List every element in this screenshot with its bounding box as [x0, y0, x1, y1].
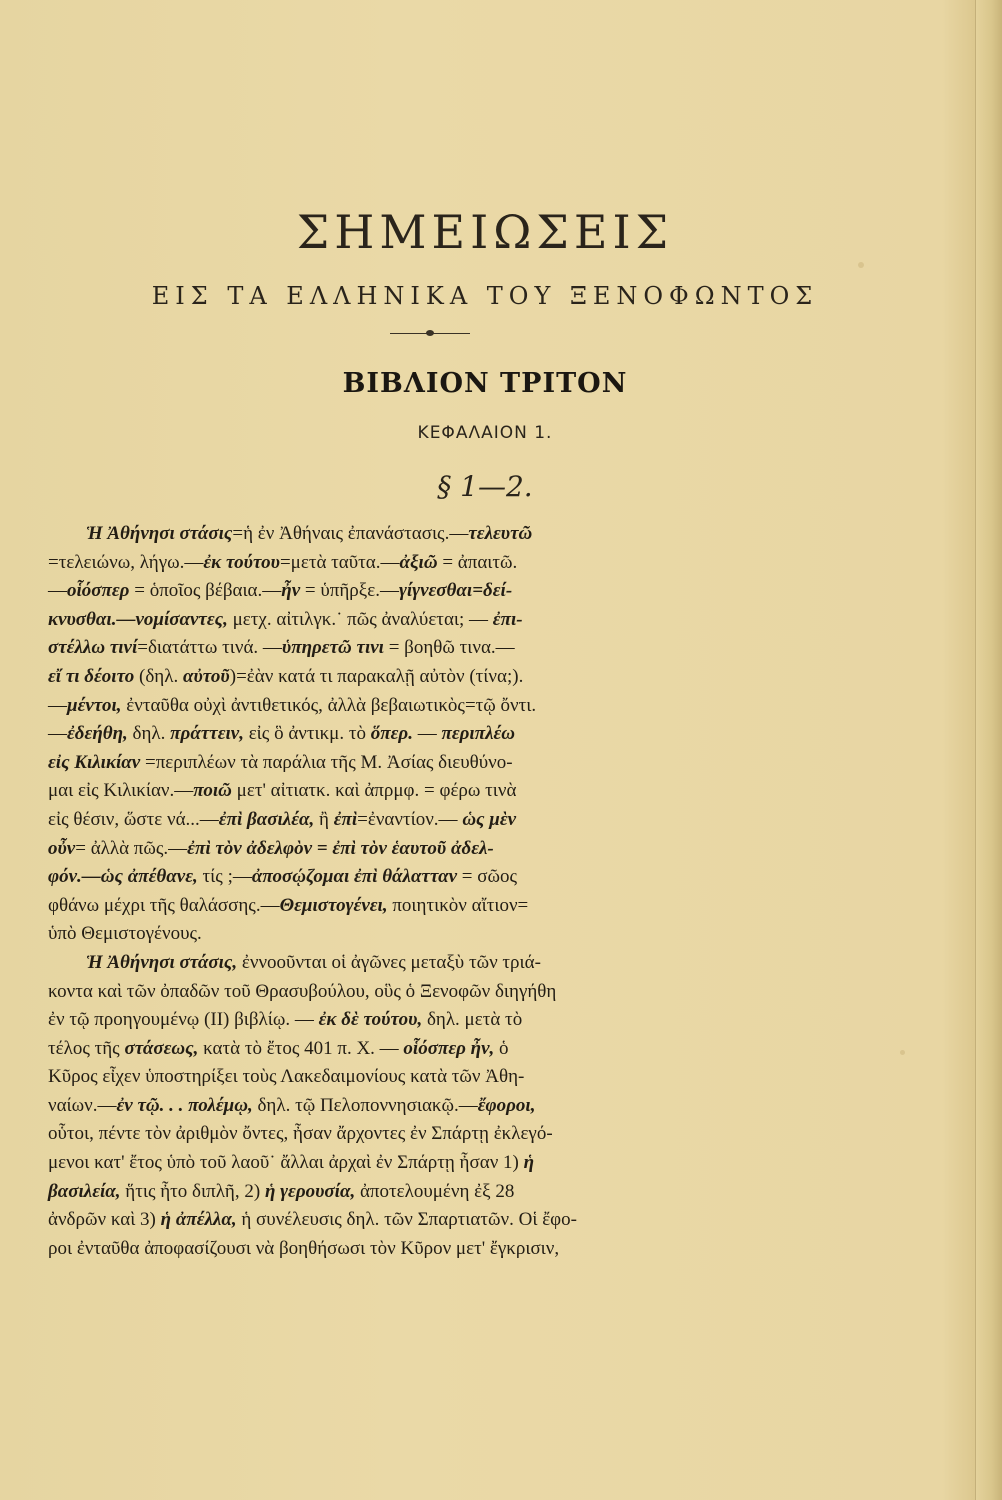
text-line — [48, 634, 758, 663]
gloss-text: ὑπὸ Θεμιστογένους. — [48, 923, 202, 945]
text-line — [48, 1035, 758, 1064]
gloss-text: =μετὰ ταῦτα.— — [279, 551, 400, 573]
gloss-text: ἢ — [314, 808, 334, 830]
gloss-text: Κῦρος εἶχεν ὑποστηρίξει τοὺς Λακεδαιμονίους κατὰ τῶν Ἀθη- — [48, 1066, 525, 1088]
lemma-term: ἐπὶ — [333, 808, 358, 830]
text-line — [48, 892, 758, 921]
text-line — [48, 663, 758, 692]
gloss-text: μετχ. αἰτιλγκ.˙ πῶς ἀναλύεται; — — [227, 608, 493, 630]
lemma-term: ἦν — [281, 580, 301, 602]
paper-spot — [900, 1050, 905, 1055]
gloss-text: κοντα καὶ τῶν ὀπαδῶν τοῦ Θρασυβούλου, οὓς ὁ Ξενοφῶν διηγήθη — [48, 980, 557, 1002]
lemma-term: βασιλεία, — [48, 1180, 121, 1202]
lemma-term: εἴ τι δέοιτο — [48, 665, 135, 687]
ornament-dot — [426, 330, 434, 336]
lemma-term: Θεμιστογένει, — [279, 894, 388, 916]
text-line — [48, 1006, 758, 1035]
gloss-text: εἰς θέσιν, ὥστε νά...— — [48, 808, 219, 830]
lemma-term: αὐτοῦ — [182, 665, 230, 687]
lemma-term: περιπλέω — [441, 723, 516, 745]
lemma-term: ὡς μὲν — [462, 808, 517, 830]
gloss-text: = ἀλλὰ πῶς.— — [75, 837, 188, 859]
paragraph-1 — [48, 520, 758, 949]
lemma-term: ἐκ τούτου — [203, 551, 280, 573]
text-line — [48, 835, 758, 864]
lemma-term: στάσεως, — [124, 1037, 199, 1059]
text-line — [48, 1120, 758, 1149]
text-line — [48, 577, 758, 606]
text-line — [48, 520, 758, 549]
text-line — [48, 749, 758, 778]
text-line — [48, 777, 758, 806]
gloss-text: =ἡ ἐν Ἀθήναις ἐπανάστασις.— — [232, 523, 469, 544]
section-heading: § 1—2. — [437, 470, 533, 503]
gloss-text: =ἐναντίον.— — [357, 808, 463, 830]
page-title: ΣΗΜΕΙΩΣΕΙΣ — [296, 205, 674, 259]
gloss-text: =τελειώνω, λήγω.— — [48, 551, 204, 573]
chapter-heading: ΚΕΦΑΛΑΙΟΝ 1. — [417, 423, 553, 443]
lemma-term: ἔφοροι, — [477, 1094, 536, 1116]
gloss-text: =περιπλέων τὰ παράλια τῆς Μ. Ἀσίας διευθύνο- — [140, 751, 513, 773]
gloss-text: μαι εἰς Κιλικίαν.— — [48, 780, 194, 802]
lemma-term: κνυσθαι.—νομίσαντες, — [48, 608, 228, 630]
lemma-term: τελευτῶ — [468, 523, 533, 544]
lemma-term: φόν.—ὡς ἀπέθανε, — [48, 866, 198, 888]
lemma-term: ἀξιῶ — [399, 551, 438, 573]
text-line — [48, 606, 758, 635]
text-line — [48, 920, 758, 949]
lemma-term: ἐδεήθη, — [67, 723, 128, 745]
lemma-term: στέλλω τινί — [48, 637, 138, 659]
gloss-text: — — [48, 580, 67, 602]
paragraph-2 — [48, 949, 758, 1264]
lemma-term: ἡ ἀπέλλα, — [160, 1209, 237, 1231]
text-line — [48, 1063, 758, 1092]
text-line — [48, 1092, 758, 1121]
lemma-term: πράττειν, — [170, 723, 244, 745]
gloss-text: ροι ἐνταῦθα ἀποφασίζουσι νὰ βοηθήσωσι τὸν Κῦρον μετ' ἔγκρισιν, — [48, 1237, 560, 1259]
gloss-text: ἡ συνέλευσις δηλ. τῶν Σπαρτιατῶν. Οἱ ἔφο- — [236, 1209, 577, 1231]
gloss-text: (δηλ. — [134, 665, 183, 687]
gloss-text: δηλ. — [127, 723, 171, 745]
lemma-term: ὑπηρετῶ τινι — [281, 637, 384, 659]
text-line — [48, 1149, 758, 1178]
gloss-text: δηλ. μετὰ τὸ — [422, 1009, 523, 1031]
lemma-term: Ἡ Ἀθήνησι στάσις, — [86, 951, 238, 973]
gloss-text: εἰς ὃ ἀντικμ. τὸ — [243, 723, 371, 745]
lemma-term: γίγνεσθαι=δεί- — [398, 580, 513, 602]
text-line — [48, 1235, 758, 1264]
gloss-text: τέλος τῆς — [48, 1037, 125, 1059]
gloss-text: ἥτις ἦτο διπλῆ, 2) — [120, 1180, 265, 1202]
text-line — [48, 720, 758, 749]
lemma-term: ἐκ δὲ τούτου, — [318, 1009, 423, 1031]
lemma-term: εἰς Κιλικίαν — [48, 751, 141, 773]
lemma-term: οἷόσπερ ἦν, — [403, 1037, 495, 1059]
text-line — [48, 692, 758, 721]
lemma-term: ἐπι- — [492, 608, 523, 630]
paper-spot — [858, 262, 864, 268]
text-line — [48, 1206, 758, 1235]
lemma-term: ἡ γερουσία, — [264, 1180, 356, 1202]
gloss-text: — — [412, 723, 442, 745]
gloss-text: = ἀπαιτῶ. — [437, 551, 518, 573]
lemma-term: ἀποσῴζομαι ἐπὶ θάλατταν — [251, 866, 458, 888]
page-edge — [975, 0, 1002, 1500]
gloss-text: = βοηθῶ τινα.— — [383, 637, 515, 659]
lemma-term: ἡ — [523, 1152, 535, 1174]
gloss-text: = ὁποῖος βέβαια.— — [129, 580, 282, 602]
gloss-text: ἀποτελουμένη ἐξ 28 — [355, 1180, 515, 1202]
gloss-text: δηλ. τῷ Πελοποννησιακῷ.— — [252, 1094, 478, 1116]
gloss-text: μενοι κατ' ἔτος ὑπὸ τοῦ λαοῦ˙ ἄλλαι ἀρχαὶ ἐν Σπάρτῃ ἦσαν 1) — [48, 1152, 524, 1174]
lemma-term: Ἡ Ἀθήνησι στάσις — [86, 523, 233, 544]
text-line — [48, 978, 758, 1007]
book-heading: ΒΙΒΛΙΟΝ ΤΡΙΤΟΝ — [342, 368, 628, 399]
page-subtitle: ΕΙΣ ΤΑ ΕΛΛΗΝΙΚΑ ΤΟΥ ΞΕΝΟΦΩΝΤΟΣ — [151, 282, 819, 310]
gloss-text: τίς ;— — [197, 866, 252, 888]
gloss-text: κατὰ τὸ ἔτος 401 π. Χ. — — [198, 1037, 404, 1059]
lemma-term: ἐπὶ τὸν ἀδελφὸν = ἐπὶ τὸν ἑαυτοῦ ἀδελ- — [187, 837, 494, 859]
gloss-text: ἐν τῷ προηγουμένῳ (ΙΙ) βιβλίῳ. — — [48, 1009, 319, 1031]
gloss-text: ποιητικὸν αἴτιον= — [387, 894, 529, 916]
gloss-text: )=ἐὰν κατά τι παρακαλῇ αὐτὸν (τίνα;). — [229, 665, 524, 687]
gloss-text: ἀνδρῶν καὶ 3) — [48, 1209, 161, 1231]
text-line — [48, 1178, 758, 1207]
gloss-text: = σῶος — [457, 866, 518, 888]
gloss-text: ὁ — [494, 1037, 509, 1059]
lemma-term: οὖν — [48, 837, 76, 859]
gloss-text: ναίων.— — [48, 1094, 117, 1116]
gloss-text: =διατάττω τινά. — — [137, 637, 282, 659]
commentary-body — [48, 520, 758, 1263]
gloss-text: οὗτοι, πέντε τὸν ἀριθμὸν ὄντες, ἦσαν ἄρχοντες ἐν Σπάρτῃ ἐκλεγό- — [48, 1123, 553, 1145]
lemma-term: μέντοι, — [67, 694, 122, 716]
text-line — [48, 863, 758, 892]
text-line — [48, 549, 758, 578]
lemma-term: οἷόσπερ — [67, 580, 130, 602]
lemma-term: ὅπερ. — [370, 723, 413, 745]
gloss-text: ἐνταῦθα οὐχὶ ἀντιθετικός, ἀλλὰ βεβαιωτικὸς=τῷ ὄντι. — [121, 694, 537, 716]
gloss-text: = ὑπῆρξε.— — [300, 580, 399, 602]
gloss-text: — — [48, 723, 67, 745]
gloss-text: ἐννοοῦνται οἱ ἀγῶνες μεταξὺ τῶν τριά- — [237, 951, 541, 973]
gloss-text: — — [48, 694, 67, 716]
lemma-term: ποιῶ — [193, 780, 232, 802]
lemma-term: ἐπὶ βασιλέα, — [218, 808, 315, 830]
gloss-text: φθάνω μέχρι τῆς θαλάσσης.— — [48, 894, 280, 916]
lemma-term: ἐν τῷ. . . πολέμῳ, — [116, 1094, 253, 1116]
text-line — [48, 949, 758, 978]
gloss-text: μετ' αἰτιατκ. καὶ ἀπρμφ. = φέρω τινὰ — [231, 780, 517, 802]
text-line — [48, 806, 758, 835]
